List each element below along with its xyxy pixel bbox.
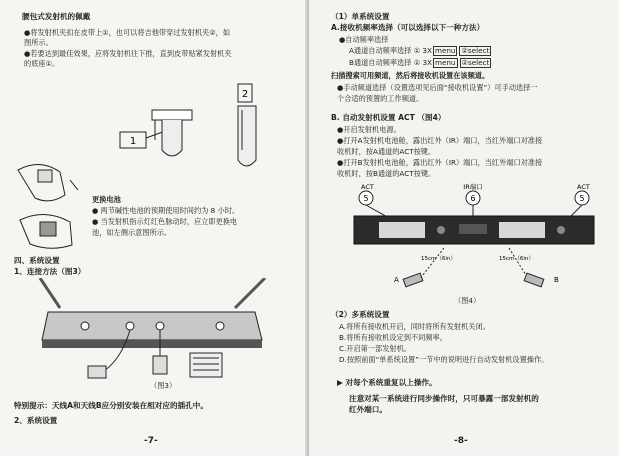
act-right-label: ACT — [577, 183, 590, 191]
distance-left: 15cm（6in） — [421, 256, 456, 262]
single-system-title: （1）单系统设置 — [331, 12, 390, 21]
auto-freq-title: ●自动频率选择 — [339, 35, 389, 44]
receiver-connection-illustration — [30, 278, 285, 386]
left-page — [0, 0, 309, 456]
wear-line-3: ●若要达到最佳效果，应将发射机往下推，直到皮带贴紧发射机夹 — [24, 49, 232, 58]
act-line-5: 收机时，按B通道的ACT按键。 — [337, 169, 436, 178]
label-b: B — [554, 276, 559, 284]
page-number-right: -8- — [454, 436, 468, 446]
fig4-caption: （图4） — [454, 296, 481, 305]
multi-step-a: A.将所有接收机开启，同时将所有发射机关闭。 — [339, 322, 490, 331]
multi-system-title: （2）多系统设置 — [331, 310, 390, 319]
scan-note: 扫描搜索可用频道，然后将接收机设置在该频道。 — [331, 71, 490, 80]
battery-hand-illustration — [10, 150, 90, 255]
receiver-act-illustration — [349, 180, 604, 300]
section-4-1-title: 1、连接方法（图3） — [14, 267, 86, 276]
act-line-3: 收机时，按A通道的ACT按键。 — [337, 147, 436, 156]
ir-port-label: IR端口 — [463, 183, 483, 191]
repeat-note: ▶ 对每个系统重复以上操作。 — [337, 378, 437, 387]
circle-1-label: 1 — [129, 136, 137, 147]
act-line-1: ●开启发射机电源。 — [337, 125, 401, 134]
auto-tx-title: B. 自动发射机设置 ACT （图4） — [331, 113, 446, 122]
channel-a-auto: A通道自动频率选择 ① 3X menu ②select — [349, 46, 490, 55]
distance-right: 15cm（6in） — [499, 256, 534, 262]
right-page — [309, 0, 619, 456]
section-4-title: 四、系统设置 — [14, 256, 60, 265]
multi-step-d: D.按照前面“单系统设置”一节中的说明进行自动发射机设置操作。 — [339, 355, 549, 364]
antenna-note: 特别提示：天线A和天线B应分别安装在相对应的插孔中。 — [14, 401, 208, 410]
circle-2-label: 2 — [241, 89, 249, 100]
act-left-label: ACT — [361, 183, 374, 191]
wear-line-4: 的底座①。 — [24, 59, 60, 68]
beltclip-illustration — [110, 80, 280, 180]
label-a: A — [394, 276, 399, 284]
wear-title: 腰包式发射机的佩戴 — [22, 12, 91, 21]
multi-step-c: C.开启第一部发射机。 — [339, 344, 411, 353]
wear-line-2: 图所示。 — [24, 38, 53, 47]
battery-line-1: ● 两节碱性电池的预期使用时间约为 8 小时。 — [92, 206, 240, 215]
warn-line-2: 红外端口。 — [349, 405, 387, 414]
section-2-title: 2、系统设置 — [14, 416, 58, 425]
manual-line-1: ●手动频道选择（设置选项见后面“接收机设置”）可手动选择一 — [337, 83, 538, 92]
multi-step-b: B.将所有接收机设定到不同频率。 — [339, 333, 447, 342]
channel-b-auto: B通道自动频率选择 ① 3X menu ②select — [349, 58, 490, 67]
act-line-4: ●打开B发射机电池舱，露出红外（IR）端口，当红外端口对准接 — [337, 158, 543, 167]
num-6: 6 — [470, 194, 476, 203]
num-5-left: 5 — [363, 194, 369, 203]
manual-line-2: 个合适的预置的工作频道。 — [337, 94, 424, 103]
freq-select-title: A.接收机频率选择（可以选择以下一种方法） — [331, 23, 485, 32]
num-5-right: 5 — [579, 194, 585, 203]
battery-line-2: ● 当发射机指示灯红色脉动时，应立即更换电 — [92, 217, 238, 226]
warn-line-1: 注意对某一系统进行同步操作时，只可暴露一部发射机的 — [349, 394, 539, 403]
battery-title: 更换电池 — [92, 195, 121, 204]
battery-line-3: 池，如左侧示意图所示。 — [92, 228, 172, 237]
wear-line-1: ●将发射机夹扣在皮带上①，也可以将吉他带穿过发射机夹②，如 — [24, 28, 231, 37]
fig3-caption: （图3） — [150, 381, 177, 390]
page-number-left: -7- — [144, 436, 158, 446]
act-line-2: ●打开A发射机电池舱，露出红外（IR）端口，当红外端口对准接 — [337, 136, 543, 145]
